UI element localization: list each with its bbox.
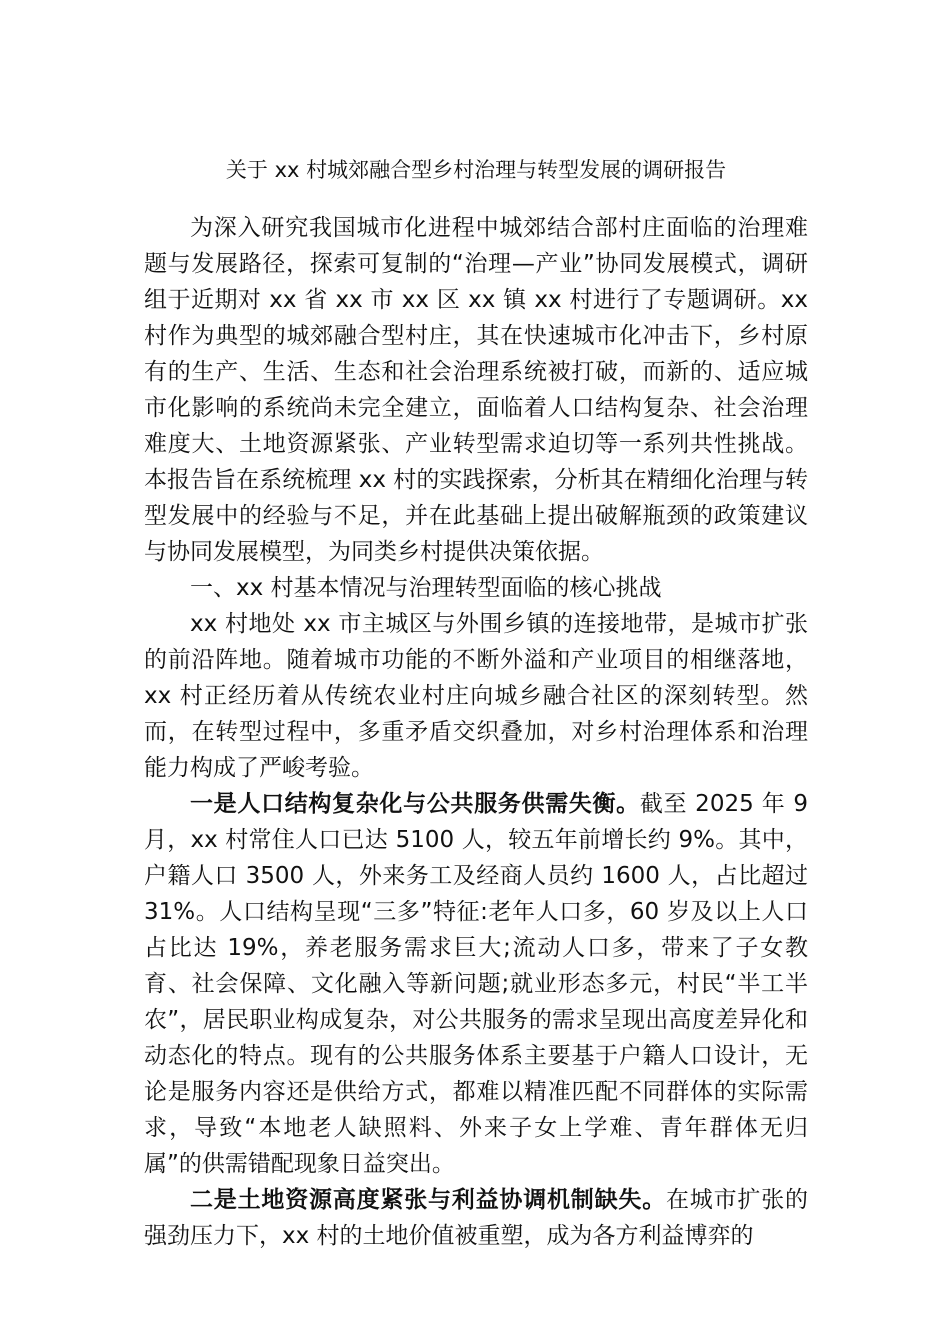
section-1-paragraph: xx 村地处 xx 市主城区与外围乡镇的连接地带，是城市扩张的前沿阵地。随着城市功能的不断外溢和产业项目的相继落地，xx 村正经历着从传统农业村庄向城乡融合社区的深刻转型。然而，在转型过程中，多重矛盾交织叠加，对乡村治理体系和治理能力构成了严峻考验。 [144,611,808,781]
point-2-lead: 二是土地资源高度紧张与利益协调机制缺失。 [190,1187,666,1213]
point-2-paragraph [144,1182,808,1254]
point-1-paragraph [144,786,808,1182]
point-1-body: 截至 2025 年 9 月，xx 村常住人口已达 5100 人，较五年前增长约 9%。其中，户籍人口 3500 人，外来务工及经商人员约 1600 人，占比超过 31%。人口结构呈现“三多”特征:老年人口多，60 岁及以上人口占比达 19%，养老服务需求巨大;流动人口多，带来了子女教育、社会保障、文化融入等新问题;就业形态多元，村民“半工半农”，居民职业构成复杂，对公共服务的需求呈现出高度差异化和动态化的特点。现有的公共服务体系主要基于户籍人口设计，无论是服务内容还是供给方式，都难以精准匹配不同群体的实际需求，导致“本地老人缺照料、外来子女上学难、青年群体无归属”的供需错配现象日益突出。 [144,791,808,1177]
point-2-body: 在城市扩张的强劲压力下，xx 村的土地价值被重塑，成为各方利益博弈的 [144,1187,809,1249]
document-page [144,150,808,1254]
intro-paragraph: 为深入研究我国城市化进程中城郊结合部村庄面临的治理难题与发展路径，探索可复制的“治理—产业”协同发展模式，调研组于近期对 xx 省 xx 市 xx 区 xx 镇 xx 村进行了专题调研。xx 村作为典型的城郊融合型村庄，其在快速城市化冲击下，乡村原有的生产、生活、生态和社会治理系统被打破，而新的、适应城市化影响的系统尚未完全建立，面临着人口结构复杂、社会治理难度大、土地资源紧张、产业转型需求迫切等一系列共性挑战。本报告旨在系统梳理 xx 村的实践探索，分析其在精细化治理与转型发展中的经验与不足，并在此基础上提出破解瓶颈的政策建议与协同发展模型，为同类乡村提供决策依据。 [144,215,808,565]
document-title: 关于 xx 村城郊融合型乡村治理与转型发展的调研报告 [225,158,727,182]
point-1-lead: 一是人口结构复杂化与公共服务供需失衡。 [190,791,640,817]
section-1-heading: 一、xx 村基本情况与治理转型面临的核心挑战 [190,575,662,601]
